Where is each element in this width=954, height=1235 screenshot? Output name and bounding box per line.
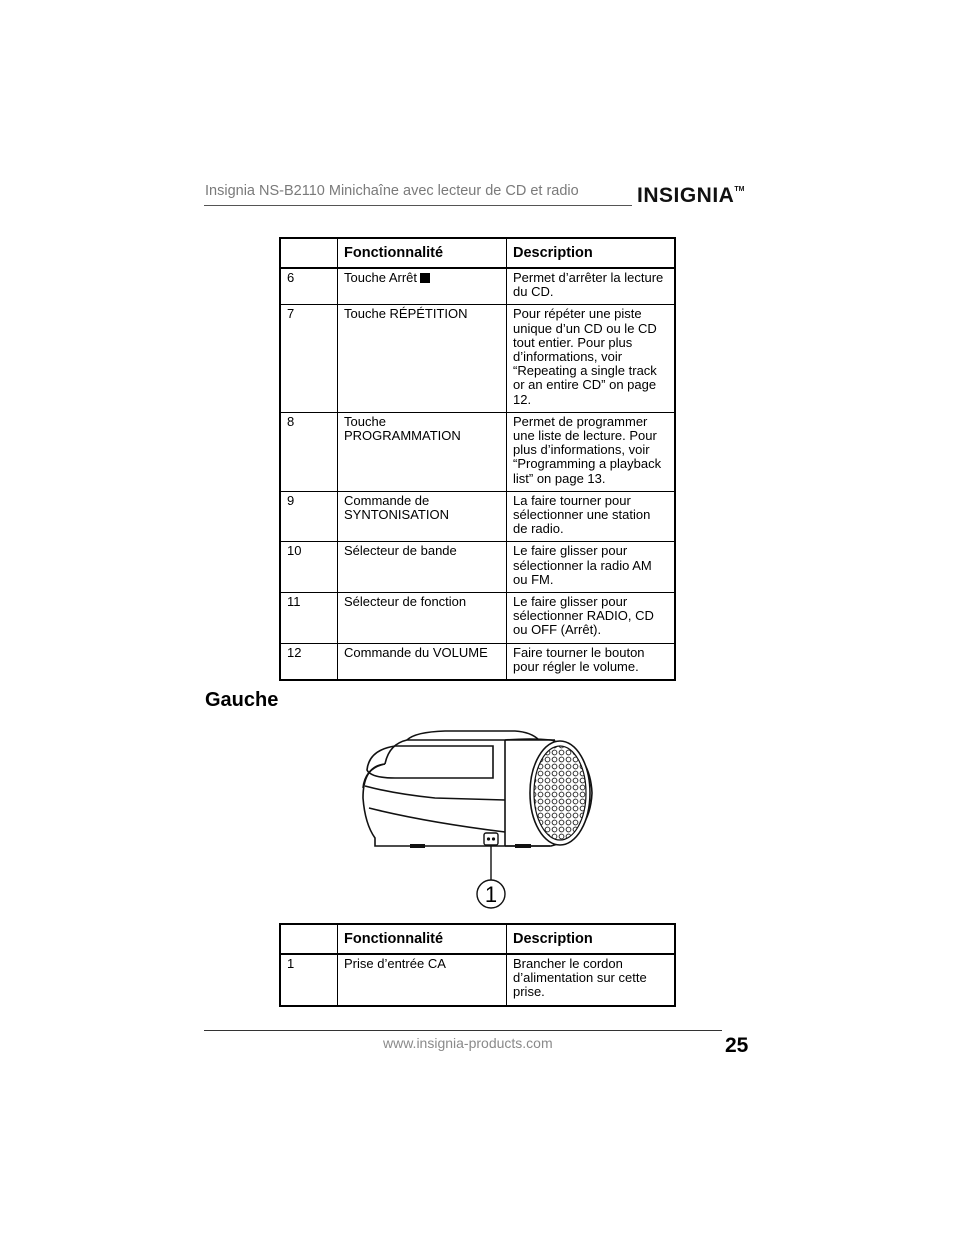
row-number: 1 <box>280 954 338 1006</box>
footer-url: www.insignia-products.com <box>383 1035 553 1051</box>
table-row <box>280 593 675 644</box>
row-description: Le faire glisser pour sélectionner RADIO, CD ou OFF (Arrêt). <box>507 593 676 644</box>
logo-tm: TM <box>734 186 745 193</box>
insignia-logo <box>637 184 744 208</box>
feature-table-front <box>279 237 676 681</box>
row-feature: Commande du VOLUME <box>338 643 507 680</box>
table-header-row <box>280 924 675 954</box>
row-feature-label: Touche Arrêt <box>344 270 417 285</box>
table-row <box>280 542 675 593</box>
table-row <box>280 491 675 542</box>
row-feature: Commande de SYNTONISATION <box>338 491 507 542</box>
logo-text: INSIGNIA <box>637 184 735 207</box>
header-title: Insignia NS-B2110 Minichaîne avec lecteur de CD et radio <box>205 183 579 199</box>
footer-rule <box>204 1030 722 1031</box>
row-number: 7 <box>280 305 338 412</box>
row-feature: Touche PROGRAMMATION <box>338 412 507 491</box>
row-number: 11 <box>280 593 338 644</box>
feature-table-left <box>279 923 676 1007</box>
row-number: 12 <box>280 643 338 680</box>
row-description: Permet de programmer une liste de lecture. Pour plus d’informations, voir “Programming a playback list” on page 13. <box>507 412 676 491</box>
row-number: 10 <box>280 542 338 593</box>
row-description: La faire tourner pour sélectionner une station de radio. <box>507 491 676 542</box>
row-feature <box>338 268 507 305</box>
row-description: Pour répéter une piste unique d’un CD ou le CD tout entier. Pour plus d’informations, voir “Repeating a single track or an entire CD” on page 12. <box>507 305 676 412</box>
section-title: Gauche <box>205 689 279 711</box>
stop-icon <box>420 273 430 283</box>
header-cell-feature: Fonctionnalité <box>338 924 507 954</box>
row-number: 8 <box>280 412 338 491</box>
row-feature: Sélecteur de bande <box>338 542 507 593</box>
callout-1 <box>477 880 505 908</box>
row-description: Permet d’arrêter la lecture du CD. <box>507 268 676 305</box>
row-number: 6 <box>280 268 338 305</box>
header-rule <box>204 205 632 206</box>
table-row <box>280 412 675 491</box>
table-header-row <box>280 238 675 268</box>
table-row <box>280 305 675 412</box>
table-row <box>280 643 675 680</box>
device-body <box>363 731 555 846</box>
header-cell-description: Description <box>507 924 676 954</box>
speaker-grille <box>505 739 592 846</box>
header-cell-description: Description <box>507 238 676 268</box>
row-description: Le faire glisser pour sélectionner la radio AM ou FM. <box>507 542 676 593</box>
header-cell-number <box>280 238 338 268</box>
table-row <box>280 954 675 1006</box>
ac-input-jack-icon <box>484 833 498 880</box>
header-cell-number <box>280 924 338 954</box>
header-cell-feature: Fonctionnalité <box>338 238 507 268</box>
callout-number: 1 <box>484 882 498 907</box>
page-number: 25 <box>725 1034 749 1057</box>
row-feature: Touche RÉPÉTITION <box>338 305 507 412</box>
device-left-side-illustration <box>355 728 605 913</box>
row-number: 9 <box>280 491 338 542</box>
row-feature: Prise d’entrée CA <box>338 954 507 1006</box>
row-description: Brancher le cordon d’alimentation sur cette prise. <box>507 954 676 1006</box>
table-row <box>280 268 675 305</box>
row-feature: Sélecteur de fonction <box>338 593 507 644</box>
row-description: Faire tourner le bouton pour régler le volume. <box>507 643 676 680</box>
